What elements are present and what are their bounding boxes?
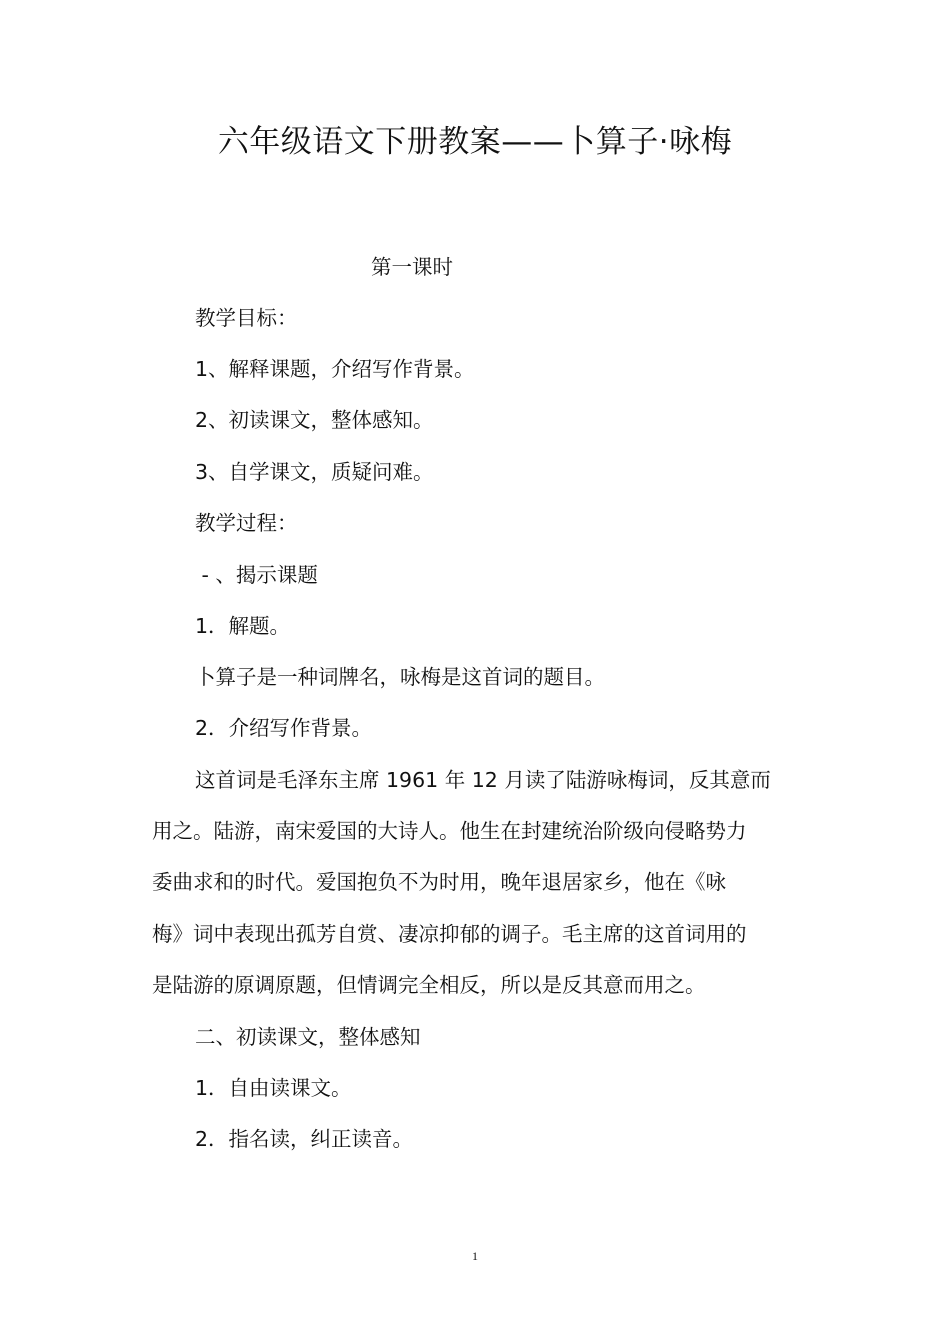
objective-item: 2、初读课文，整体感知。 — [195, 408, 434, 432]
section-heading-objectives: 教学目标： — [195, 306, 298, 330]
body-paragraph-line: 是陆游的原调原题，但情调完全相反，所以是反其意而用之。 — [152, 973, 706, 997]
body-paragraph: 卜算子是一种词牌名，咏梅是这首词的题目。 — [195, 665, 605, 689]
lesson-heading: 第一课时 — [371, 255, 453, 279]
body-paragraph-line: 委曲求和的时代。爱国抱负不为时用，晚年退居家乡，他在《咏 — [152, 870, 726, 894]
body-paragraph-line: 用之。陆游，南宋爱国的大诗人。他生在封建统治阶级向侵略势力 — [152, 819, 747, 843]
body-paragraph-line: 这首词是毛泽东主席 1961 年 12 月读了陆游咏梅词，反其意而 — [195, 768, 771, 792]
page-number: 1 — [472, 1249, 478, 1263]
sub-step: 1．解题。 — [195, 614, 291, 638]
objective-item: 1、解释课题，介绍写作背景。 — [195, 357, 475, 381]
document-title: 六年级语文下册教案——卜算子·咏梅 — [217, 124, 733, 160]
process-step-heading: 二、初读课文，整体感知 — [195, 1025, 421, 1049]
sub-step: 2．介绍写作背景。 — [195, 716, 373, 740]
section-heading-process: 教学过程： — [195, 511, 298, 535]
body-paragraph-line: 梅》词中表现出孤芳自赏、凄凉抑郁的调子。毛主席的这首词用的 — [152, 922, 747, 946]
sub-step: 2．指名读，纠正读音。 — [195, 1127, 414, 1151]
sub-step: 1．自由读课文。 — [195, 1076, 352, 1100]
objective-item: 3、自学课文，质疑问难。 — [195, 460, 434, 484]
process-step-heading: - 、揭示课题 — [195, 563, 318, 587]
